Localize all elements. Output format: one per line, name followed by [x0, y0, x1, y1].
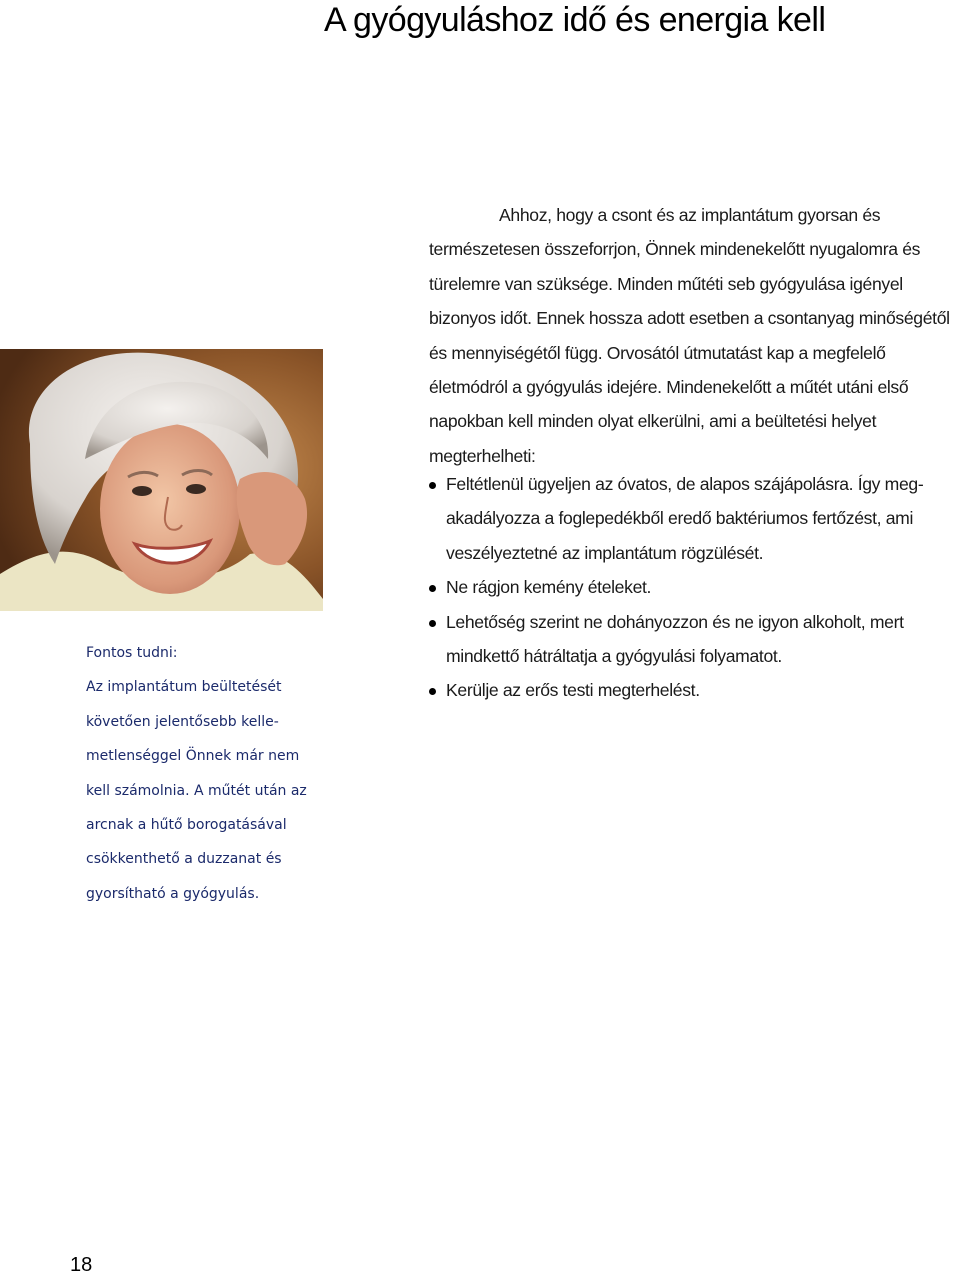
- bullet-dot-icon: [429, 585, 436, 592]
- portrait-photo: [0, 349, 323, 611]
- list-item: [429, 570, 957, 604]
- list-item: [429, 605, 957, 674]
- list-item-text: Lehetőség szerint ne dohányozzon és ne igyon alkoholt, mert mindkettő hátráltatja a gyógyulási folyamatot.: [446, 611, 904, 667]
- bullet-dot-icon: [429, 620, 436, 627]
- list-item-text: Feltétlenül ügyeljen az óvatos, de alapos szájápolásra. Így megakadályozza a foglepedékből eredő baktériumos fertőzést, ami veszélyeztetné az implantátum rögzülését.: [446, 474, 924, 563]
- important-note: [86, 636, 322, 911]
- bullet-dot-icon: [429, 482, 436, 489]
- recovery-tips-list: [429, 467, 957, 708]
- list-item-text: Ne rágjon kemény ételeket.: [446, 577, 652, 598]
- note-label: Fontos tudni:: [86, 645, 178, 661]
- list-item: [429, 467, 957, 570]
- page-title: A gyógyuláshoz idő és energia kell: [324, 1, 826, 39]
- note-text: Az implantátum beültetését követően jelentősebb kellemetlenséggel Önnek már nem kell számolnia. A műtét után az arcnak a hűtő borogatásával csökkenthető a duzzanat és gyorsítható a gyógyulás.: [86, 679, 307, 902]
- intro-paragraph: Ahhoz, hogy a csont és az implantátum gyorsan és természetesen összeforrjon, Önnek mindenekelőtt nyugalomra és türelemre van szüksége. Minden műtéti seb gyógyulása igényel bizonyos időt. Ennek hossza adott esetben a csontanyag minőségétől és mennyiségétől függ. Orvosától útmutatást kap a megfelelő életmódról a gyógyulás idejére. Mindenekelőtt a műtét utáni első napokban kell minden olyat elkerülni, ami a beültetési helyet megterhelheti:: [429, 205, 950, 466]
- list-item-text: Kerülje az erős testi megterhelést.: [446, 680, 700, 701]
- bullet-dot-icon: [429, 688, 436, 695]
- list-item: [429, 673, 957, 707]
- page-number: 18: [70, 1254, 93, 1276]
